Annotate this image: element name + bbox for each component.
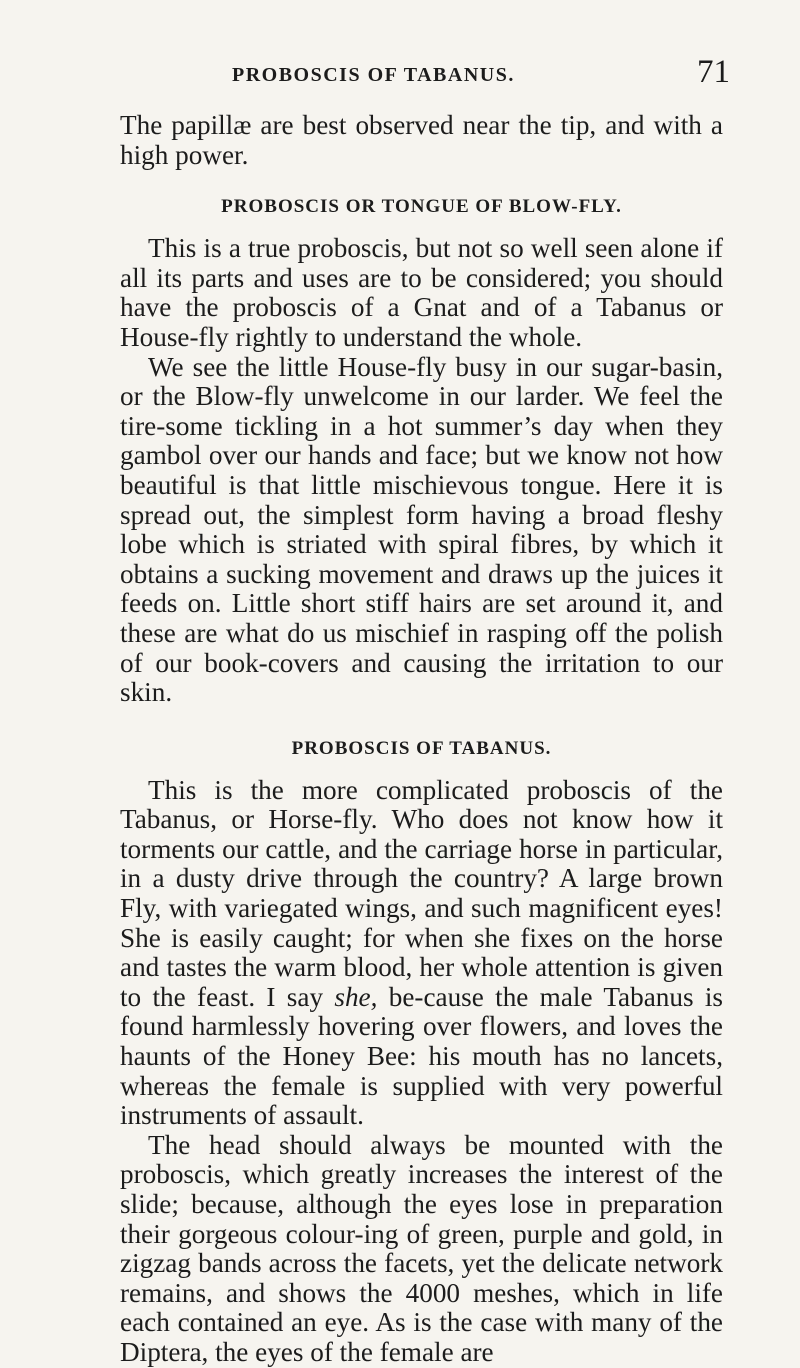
section-heading-tabanus: PROBOSCIS OF TABANUS. [291,737,552,759]
running-title: PROBOSCIS OF TABANUS. [232,64,515,86]
blow-fly-paragraph-2: We see the little House-fly busy in our sugar-basin, or the Blow-fly unwelcome in our larder. We feel the tire-some tickling in a hot summer’s day when they gambol over our hands and face; but we know not how beautiful is that little mischievous tongue. Here it is spread out, the simplest form having a broad fleshy lobe which is striated with spiral fibres, by which it obtains a sucking movement and draws up the juices it feeds on. Little short stiff hairs are set around it, and these are what do us mischief in rasping off the polish of our book-covers and causing the irritation to our skin. [120,351,723,708]
page-number: 71 [697,54,730,90]
tabanus-paragraph-1-start: This is the more complicated proboscis of the Tabanus, or Horse-fly. Who does not know how it torments our cattle, and the carriage horse in particular, in a dusty drive through the country? A large brown Fly, with variegated wings, and such magnificent eyes! She is easily caught; for when she fixes on the horse and tastes the warm blood, her whole attention is given to the feast. I say [120,774,723,1012]
section-heading-blow-fly: PROBOSCIS OR TONGUE OF BLOW-FLY. [221,196,622,218]
intro-paragraph: The papillæ are best observed near the tip, and with a high power. [120,110,723,170]
body-text [120,111,723,1368]
tabanus-paragraph-2: The head should always be mounted with the proboscis, which greatly increases the interest of the slide; because, although the eyes lose in preparation their gorgeous colour-ing of green, purple and gold, in zigzag bands across the facets, yet the delicate network remains, and shows the 4000 meshes, which in life each contained an eye. As is the case with many of the Diptera, the eyes of the female are [120,1129,723,1367]
running-head [120,54,760,100]
italic-she: she, [334,981,378,1012]
tabanus-paragraph-1 [120,776,723,1131]
blow-fly-paragraph-1: This is a true proboscis, but not so well seen alone if all its parts and uses are to be considered; you should have the proboscis of a Gnat and of a Tabanus or House-fly rightly to understand the whole. [120,233,723,352]
tabanus-paragraph-1-end: be-cause the male Tabanus is found harmlessly hovering over flowers, and loves the haunts of the Honey Bee: his mouth has no lancets, whereas the female is supplied with very powerful instruments of assault. [120,981,723,1131]
